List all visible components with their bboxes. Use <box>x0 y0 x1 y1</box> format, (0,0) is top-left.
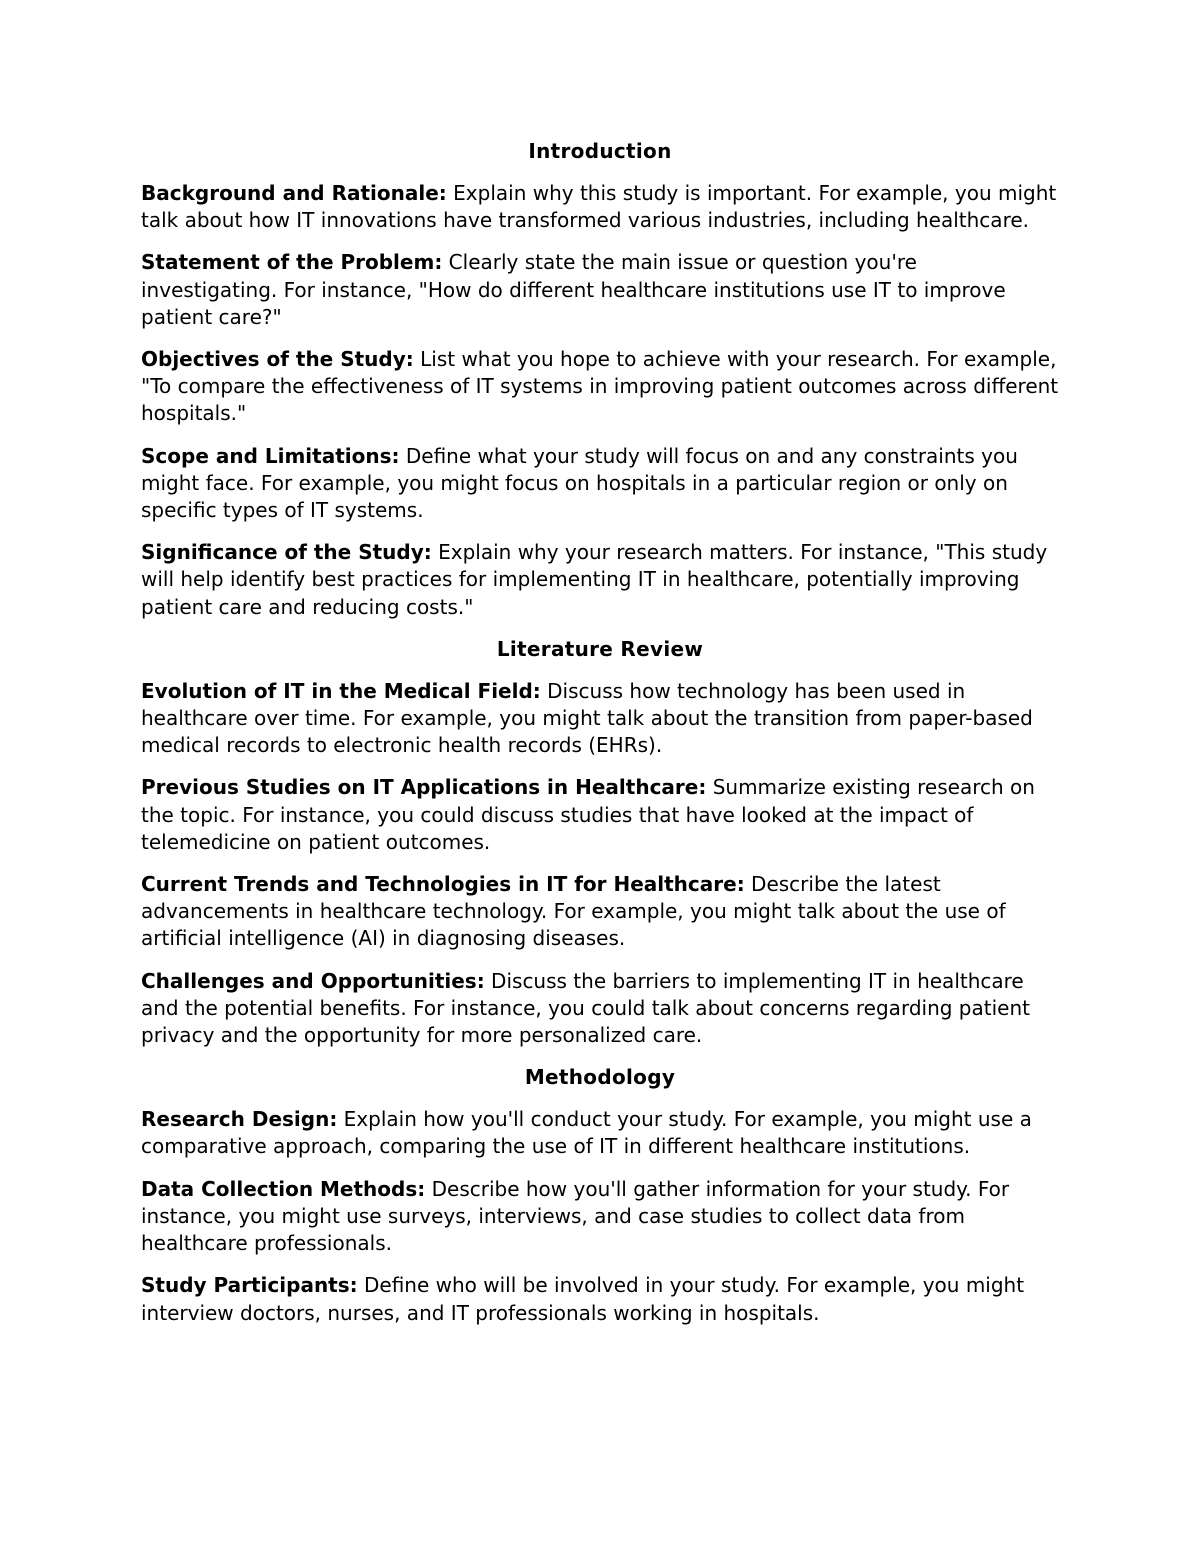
paragraph-lead: Significance of the Study: <box>141 540 432 565</box>
paragraph-lead: Objectives of the Study: <box>141 347 414 372</box>
paragraph-current-trends <box>141 871 1059 953</box>
paragraph-text: Describe the latest advancements in healthcare technology. For example, you might talk about the use of artificial intelligence (AI) in diagnosing diseases. <box>141 872 1006 951</box>
paragraph-statement-of-problem <box>141 249 1059 331</box>
paragraph-lead: Background and Rationale: <box>141 181 447 205</box>
paragraph-lead: Research Design: <box>141 1107 338 1132</box>
paragraph-text: Discuss the barriers to implementing IT in healthcare and the potential benefits. For instance, you could talk about concerns regarding patient privacy and the opportunity for more personalized care. <box>141 968 1030 1048</box>
section-heading-introduction: Introduction <box>528 139 672 163</box>
paragraph-text: Define who will be involved in your study. For example, you might interview doctors, nurses, and IT professionals working in hospitals. <box>141 1273 1025 1325</box>
paragraph-evolution-of-it <box>141 678 1059 760</box>
paragraph-study-participants <box>141 1272 1059 1326</box>
paragraph-lead: Study Participants: <box>141 1273 358 1298</box>
paragraph-significance <box>141 539 1059 621</box>
paragraph-lead: Previous Studies on IT Applications in Healthcare: <box>141 775 707 800</box>
paragraph-challenges-opportunities <box>141 968 1059 1050</box>
paragraph-lead: Data Collection Methods: <box>141 1176 426 1201</box>
paragraph-lead: Current Trends and Technologies in IT for Healthcare: <box>141 872 745 897</box>
paragraph-previous-studies <box>141 774 1059 856</box>
paragraph-objectives <box>141 346 1059 428</box>
paragraph-background-rationale <box>141 180 1059 234</box>
paragraph-text: List what you hope to achieve with your research. For example, "To compare the effectiveness of IT systems in improving patient outcomes across different hospitals." <box>141 347 1059 426</box>
paragraph-lead: Scope and Limitations: <box>141 443 400 468</box>
paragraph-text: Explain why this study is important. For example, you might talk about how IT innovations have transformed various industries, including healthcare. <box>141 181 1057 233</box>
section-heading-literature-review: Literature Review <box>496 636 704 661</box>
paragraph-text: Summarize existing research on the topic. For instance, you could discuss studies that have looked at the impact of telemedicine on patient outcomes. <box>141 775 1035 854</box>
paragraph-text: Discuss how technology has been used in healthcare over time. For example, you might talk about the transition from paper-based medical records to electronic health records (EHRs). <box>141 678 1033 758</box>
paragraph-text: Explain why your research matters. For instance, "This study will help identify best practices for implementing IT in healthcare, potentially improving patient care and reducing costs." <box>141 540 1048 619</box>
paragraph-research-design <box>141 1106 1059 1160</box>
document-body <box>141 138 1059 1342</box>
paragraph-text: Clearly state the main issue or question you're investigating. For instance, "How do different healthcare institutions use IT to improve patient care?" <box>141 250 1006 329</box>
section-heading-methodology: Methodology <box>524 1065 676 1090</box>
paragraph-lead: Challenges and Opportunities: <box>141 968 485 993</box>
paragraph-lead: Statement of the Problem: <box>141 250 443 275</box>
paragraph-scope-limitations <box>141 443 1059 525</box>
paragraph-text: Describe how you'll gather information for your study. For instance, you might use surveys, interviews, and case studies to collect data from healthcare professionals. <box>141 1176 1010 1256</box>
paragraph-text: Define what your study will focus on and any constraints you might face. For example, you might focus on hospitals in a particular region or only on specific types of IT systems. <box>141 443 1018 523</box>
paragraph-text: Explain how you'll conduct your study. For example, you might use a comparative approach, comparing the use of IT in different healthcare institutions. <box>141 1107 1032 1159</box>
paragraph-lead: Evolution of IT in the Medical Field: <box>141 678 541 703</box>
paragraph-data-collection <box>141 1176 1059 1258</box>
